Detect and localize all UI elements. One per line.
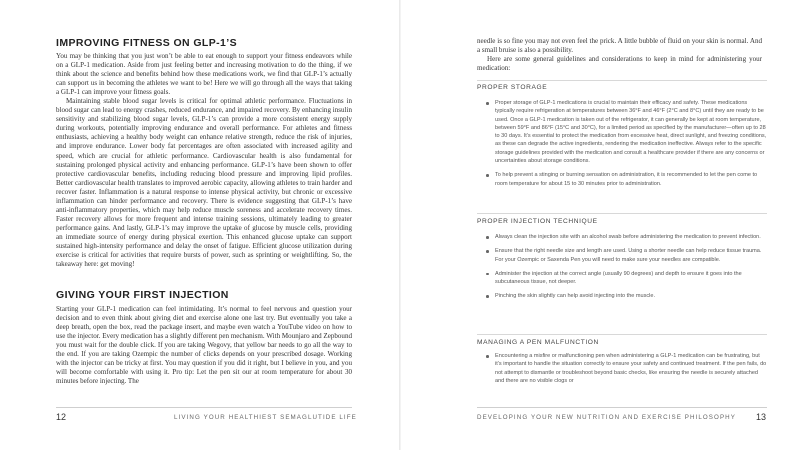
fitness-body xyxy=(56,52,352,269)
bullet-icon xyxy=(486,355,489,358)
list-item: Encountering a misfire or malfunctioning pen when administering a GLP-1 medication can be frustrating, but it’s important to handle the situation correctly to ensure your safety and continued treatment. If the pen fails, do not attempt to dismantle or troubleshoot beyond basic checks, like ensuring the needle is securely attached and there are no visible clogs or xyxy=(486,352,768,385)
footer-rule xyxy=(477,407,767,408)
section-divider xyxy=(477,334,767,335)
section-heading-fitness: IMPROVING FITNESS ON GLP-1’S xyxy=(56,37,237,49)
malfunction-list xyxy=(486,352,768,391)
list-item: Pinching the skin slightly can help avoid injecting into the muscle. xyxy=(486,292,768,300)
technique-list xyxy=(486,233,768,307)
section-heading-first-injection: GIVING YOUR FIRST INJECTION xyxy=(56,289,229,301)
page-number: 12 xyxy=(56,412,67,422)
bullet-icon xyxy=(486,250,489,253)
paragraph: Here are some general guidelines and considerations to keep in mind for administering your medication: xyxy=(477,55,762,73)
page-number: 13 xyxy=(756,412,767,422)
bullet-icon xyxy=(486,273,489,276)
paragraph: needle is so fine you may not even feel the prick. A little bubble of fluid on your skin is normal. And a small bruise is also a possibility. xyxy=(477,37,762,55)
list-item: To help prevent a stinging or burning sensation on administration, it is recommended to let the pen come to room temperature for about 15 to 30 minutes prior to administration. xyxy=(486,171,768,188)
subheading-injection-technique: PROPER INJECTION TECHNIQUE xyxy=(477,218,598,225)
storage-list xyxy=(486,99,768,194)
right-intro xyxy=(477,37,762,73)
subheading-pen-malfunction: MANAGING A PEN MALFUNCTION xyxy=(477,339,599,346)
bullet-icon xyxy=(486,102,489,105)
list-item: Always clean the injection site with an alcohol swab before administering the medication to prevent infection. xyxy=(486,233,768,241)
running-head: LIVING YOUR HEALTHIEST SEMAGLUTIDE LIFE xyxy=(174,414,357,421)
footer-rule xyxy=(56,407,352,408)
subheading-proper-storage: PROPER STORAGE xyxy=(477,84,548,91)
paragraph: Starting your GLP-1 medication can feel intimidating. It’s normal to feel nervous and question your decision and to even think about giving diet and exercise alone one last try. But eventually you take a deep breath, open the box, read the package insert, and maybe even watch a YouTube video on how to use the injector. Every medication has a slightly different pen mechanism. With Mounjaro and Zepbound you must wait for the double click. If you are taking Wegovy, that yellow bar needs to go all the way to the end. If you are taking Ozempic the number of clicks depends on your prescribed dosage. Working with the injector can be tricky at first. You may question if you did it right, but I believe in you, and you will become comfortable with using it. Pro tip: Let the pen sit our at room temperature for about 30 minutes before injecting. The xyxy=(56,305,352,386)
first-injection-body xyxy=(56,305,352,386)
paragraph: You may be thinking that you just won’t be able to eat enough to support your fitness endeavors while on a GLP-1 medication. Aside from just feeling better and increasing motivation to do the thing, if we think about the science and benefits behind how these medications work, we find that GLP-1’s actually can support us in becoming the athletes we want to be! Here we will go through all the ways that taking a GLP-1 can improve your fitness goals. xyxy=(56,52,352,97)
list-item: Proper storage of GLP-1 medications is crucial to maintain their efficacy and safety. These medications typically require refrigeration at temperatures between 36°F and 46°F (2°C and 8°C) until they are ready to be used. Once a GLP-1 medication is taken out of the refrigerator, it can generally be kept at room temperature, between 59°F and 86°F (15°C and 30°C), for a limited period as specified by the manufacturer—often up to 28 to 30 days. It’s essential to protect the medication from excessive heat, direct sunlight, and freezing conditions, as these can degrade the active ingredients, rendering the medication ineffective. Always refer to the specific storage guidelines provided with the medication and consult a healthcare provider if there are any concerns or uncertainties about storage conditions. xyxy=(486,99,768,165)
bullet-icon xyxy=(486,236,489,239)
list-item: Ensure that the right needle size and length are used. Using a shorter needle can help reduce tissue trauma. For your Ozempic or Saxenda Pen you will need to make sure your needles are compatible. xyxy=(486,247,768,264)
running-head: DEVELOPING YOUR NEW NUTRITION AND EXERCISE PHILOSOPHY xyxy=(477,414,736,421)
bullet-icon xyxy=(486,295,489,298)
section-divider xyxy=(477,80,767,81)
paragraph: Maintaining stable blood sugar levels is critical for optimal athletic performance. Fluctuations in blood sugar can lead to energy crashes, reduced endurance, and impaired recovery. By enhancing insulin sensitivity and stabilizing blood sugar levels, GLP-1’s can provide a more consistent energy supply during workouts, potentially improving endurance and overall performance. For athletes and fitness enthusiasts, achieving a healthy body weight can enhance relative strength, reduce the risk of injuries, and improve endurance. Lower body fat percentages are often associated with increased agility and speed, which are crucial for athletic performance. Cardiovascular health is also fundamental for sustaining prolonged physical activity and enhancing performance. GLP-1’s have been shown to offer protective cardiovascular benefits, including reducing blood pressure and improving lipid profiles. Better cardiovascular health translates to improved aerobic capacity, allowing athletes to train harder and recover faster. Inflammation is a natural response to intense physical activity, but chronic or excessive inflammation can hinder performance and recovery. There is evidence suggesting that GLP-1’s have anti-inflammatory properties, which may help reduce muscle soreness and accelerate recovery times. Faster recovery allows for more frequent and intense training sessions, ultimately leading to greater performance gains. And lastly, GLP-1’s may improve the uptake of glucose by muscle cells, providing an immediate source of energy during physical exertion. This enhanced glucose uptake can support sustained high-intensity performance and delay the onset of fatigue. Efficient glucose utilization during exercise is critical for activities that require bursts of power, such as sprinting or weightlifting. So, the takeaway here: get moving! xyxy=(56,97,352,269)
section-divider xyxy=(477,213,767,214)
list-item: Administer the injection at the correct angle (usually 90 degrees) and depth to ensure it goes into the subcutaneous tissue, not deeper. xyxy=(486,270,768,287)
book-gutter xyxy=(399,0,401,450)
bullet-icon xyxy=(486,174,489,177)
